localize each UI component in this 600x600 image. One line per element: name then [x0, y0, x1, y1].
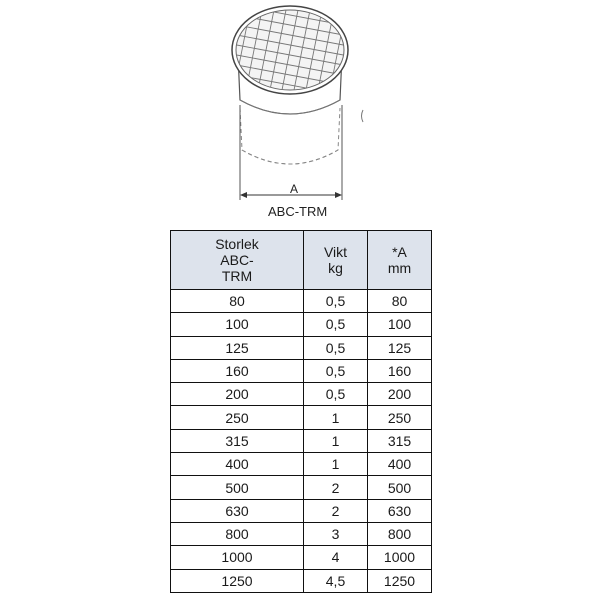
- cell-size: 250: [171, 406, 304, 429]
- cell-dimension-a: 315: [368, 429, 432, 452]
- cell-size: 400: [171, 453, 304, 476]
- header-text: *A: [392, 244, 407, 260]
- cell-size: 500: [171, 476, 304, 499]
- cell-weight: 1: [304, 453, 368, 476]
- cell-weight: 2: [304, 499, 368, 522]
- table-row: [171, 336, 432, 359]
- cell-weight: 1: [304, 429, 368, 452]
- header-text: Vikt: [323, 244, 348, 260]
- table-row: [171, 313, 432, 336]
- cell-weight: 3: [304, 522, 368, 545]
- table-row: [171, 569, 432, 592]
- cell-dimension-a: 125: [368, 336, 432, 359]
- header-row: [171, 231, 432, 290]
- header-size: [171, 231, 304, 290]
- cell-size: 80: [171, 290, 304, 313]
- cell-weight: 0,5: [304, 336, 368, 359]
- table-body: [171, 290, 432, 593]
- product-drawing: [220, 0, 380, 230]
- cell-size: 1250: [171, 569, 304, 592]
- cell-size: 160: [171, 359, 304, 382]
- cell-weight: 0,5: [304, 359, 368, 382]
- cell-weight: 0,5: [304, 383, 368, 406]
- header-dimension-a: [368, 231, 432, 290]
- table-row: [171, 406, 432, 429]
- cell-dimension-a: 100: [368, 313, 432, 336]
- cell-dimension-a: 160: [368, 359, 432, 382]
- cell-size: 200: [171, 383, 304, 406]
- cell-dimension-a: 500: [368, 476, 432, 499]
- cell-weight: 0,5: [304, 290, 368, 313]
- header-text: TRM: [221, 268, 253, 284]
- cell-dimension-a: 1000: [368, 546, 432, 569]
- cell-dimension-a: 200: [368, 383, 432, 406]
- cell-weight: 4: [304, 546, 368, 569]
- header-text: Storlek: [215, 236, 259, 252]
- cell-size: 125: [171, 336, 304, 359]
- table-row: [171, 453, 432, 476]
- table-row: [171, 429, 432, 452]
- table-row: [171, 499, 432, 522]
- header-text: mm: [387, 260, 412, 276]
- table-row: [171, 546, 432, 569]
- cell-weight: 1: [304, 406, 368, 429]
- cell-weight: 0,5: [304, 313, 368, 336]
- table-header: [171, 231, 432, 290]
- dimension-label: A: [290, 182, 299, 196]
- table-row: [171, 290, 432, 313]
- terminal-illustration: [220, 0, 380, 230]
- header-weight: [304, 231, 368, 290]
- cell-dimension-a: 80: [368, 290, 432, 313]
- cell-dimension-a: 630: [368, 499, 432, 522]
- table-row: [171, 359, 432, 382]
- table-row: [171, 476, 432, 499]
- cell-size: 1000: [171, 546, 304, 569]
- cell-dimension-a: 1250: [368, 569, 432, 592]
- cell-size: 800: [171, 522, 304, 545]
- cell-dimension-a: 400: [368, 453, 432, 476]
- cell-size: 630: [171, 499, 304, 522]
- cell-weight: 4,5: [304, 569, 368, 592]
- cell-size: 315: [171, 429, 304, 452]
- table-row: [171, 522, 432, 545]
- cell-weight: 2: [304, 476, 368, 499]
- cell-dimension-a: 800: [368, 522, 432, 545]
- header-text: kg: [328, 260, 343, 276]
- header-text: ABC-: [220, 252, 254, 268]
- product-code: ABC-TRM: [268, 204, 328, 219]
- table-row: [171, 383, 432, 406]
- cell-dimension-a: 250: [368, 406, 432, 429]
- cell-size: 100: [171, 313, 304, 336]
- size-table: [170, 230, 432, 593]
